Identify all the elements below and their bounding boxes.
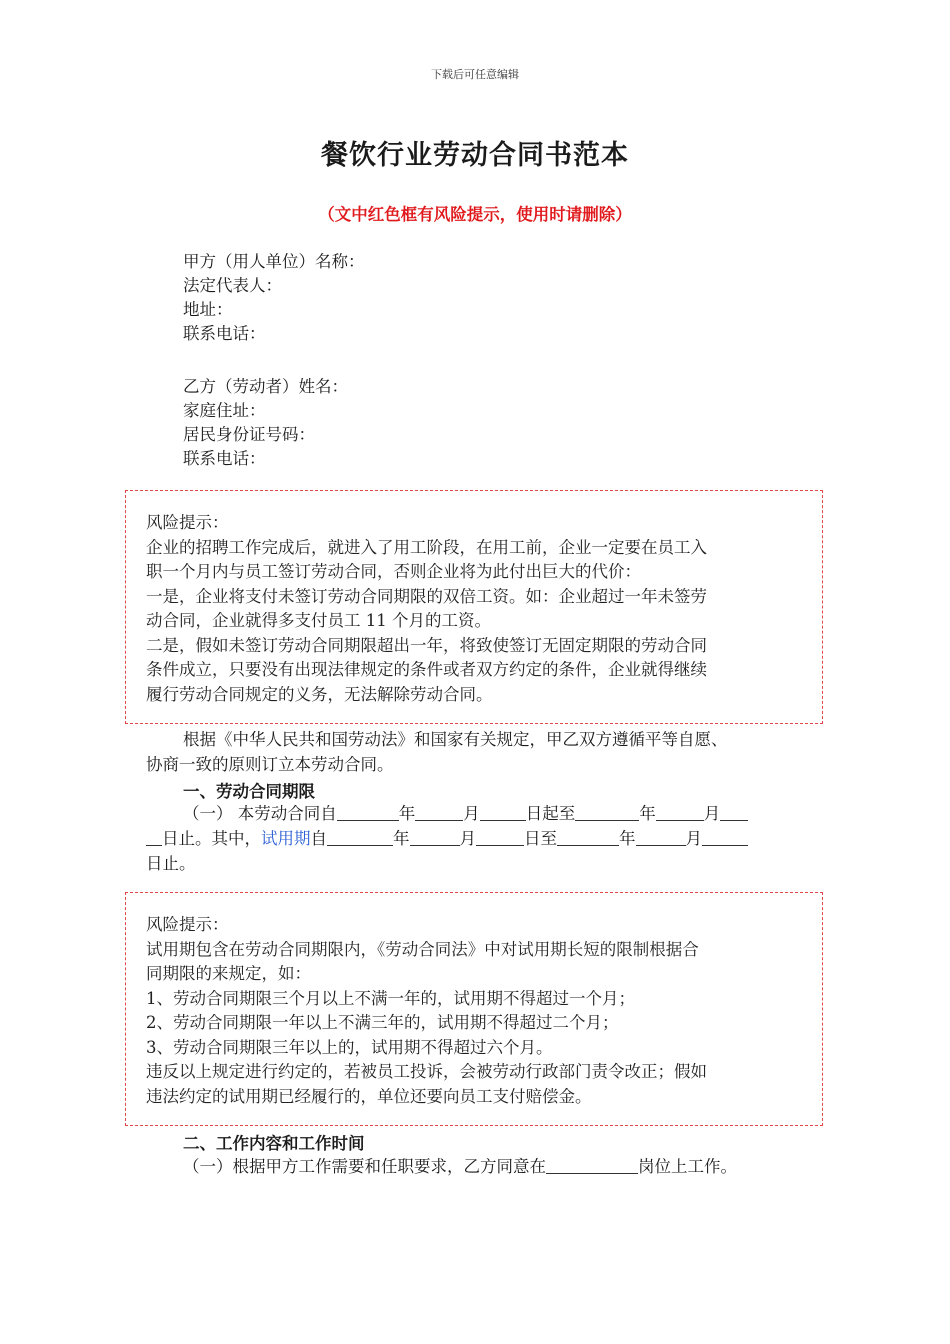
risk-line: 违反以上规定进行约定的，若被员工投诉，会被劳动行政部门责令改正；假如 (146, 1062, 707, 1081)
risk-line: 条件成立，只要没有出现法律规定的条件或者双方约定的条件，企业就得继续 (146, 660, 707, 679)
party-a-phone: 联系电话： (183, 324, 266, 343)
risk-line: 违法约定的试用期已经履行的，单位还要向员工支付赔偿金。 (146, 1086, 592, 1106)
party-b-block (183, 375, 348, 471)
term-clause-line-1 (183, 801, 748, 826)
party-a-rep: 法定代表人： (183, 276, 282, 295)
blank-day[interactable] (146, 829, 162, 846)
risk-line: 3、劳动合同期限三年以上的，试用期不得超过六个月。 (146, 1037, 553, 1057)
label-day-end: 日止。其中， (162, 829, 261, 848)
term-clause-line-2 (146, 826, 748, 851)
blank-day[interactable] (720, 804, 748, 821)
risk-line: 履行劳动合同规定的义务，无法解除劳动合同。 (146, 684, 493, 704)
clause-prefix: （一） 本劳动合同自 (183, 804, 337, 823)
clause-suffix: 岗位上工作。 (638, 1157, 737, 1176)
blank-position[interactable] (546, 1157, 638, 1174)
blank-day[interactable] (476, 829, 524, 846)
blank-year[interactable] (557, 829, 619, 846)
document-title: 餐饮行业劳动合同书范本 (321, 140, 629, 171)
party-b-name: 乙方（劳动者）姓名： (183, 377, 348, 396)
work-clause (183, 1154, 737, 1179)
label-month: 月 (463, 804, 480, 823)
party-b-phone: 联系电话： (183, 449, 266, 468)
blank-month[interactable] (415, 804, 463, 821)
risk-box-2 (125, 892, 823, 1126)
risk-heading: 风险提示： (146, 915, 229, 934)
label-from: 自 (310, 829, 327, 848)
intro-line-2: 协商一致的原则订立本劳动合同。 (146, 755, 394, 774)
document-subtitle: （文中红色框有风险提示，使用时请删除） (318, 205, 632, 224)
section-2-heading: 二、工作内容和工作时间 (183, 1134, 365, 1153)
label-year: 年 (639, 804, 656, 823)
section-1-heading: 一、劳动合同期限 (183, 782, 315, 801)
risk-line: 1、劳动合同期限三个月以上不满一年的，试用期不得超过一个月； (146, 988, 635, 1008)
party-b-id: 居民身份证号码： (183, 425, 315, 444)
risk-line: 职一个月内与员工签订劳动合同，否则企业将为此付出巨大的代价： (146, 562, 641, 581)
label-year: 年 (398, 804, 416, 823)
term-clause-line-3: 日止。 (146, 854, 196, 873)
risk-line: 2、劳动合同期限一年以上不满三年的，试用期不得超过二个月； (146, 1013, 619, 1032)
blank-day[interactable] (480, 804, 526, 821)
probation-link[interactable]: 试用期 (261, 829, 311, 848)
blank-year[interactable] (337, 804, 399, 821)
risk-line: 动合同，企业就得多支付员工 11 个月的工资。 (146, 611, 491, 630)
label-day-from: 日起至 (525, 804, 576, 823)
blank-month[interactable] (636, 829, 686, 846)
blank-month[interactable] (656, 804, 704, 821)
clause-prefix: （一）根据甲方工作需要和任职要求，乙方同意在 (183, 1157, 546, 1176)
intro-line-1: 根据《中华人民共和国劳动法》和国家有关规定，甲乙双方遵循平等自愿、 (183, 730, 728, 749)
party-a-block (183, 250, 365, 346)
label-to: 日至 (524, 829, 557, 848)
party-a-address: 地址： (183, 300, 233, 319)
risk-line: 企业的招聘工作完成后，就进入了用工阶段，在用工前，企业一定要在员工入 (146, 537, 707, 557)
blank-month[interactable] (410, 829, 460, 846)
party-b-home: 家庭住址： (183, 401, 266, 420)
label-month: 月 (459, 829, 476, 848)
blank-day[interactable] (702, 829, 748, 846)
label-month: 月 (685, 829, 702, 848)
label-month: 月 (703, 804, 721, 823)
risk-line: 同期限的来规定，如： (146, 964, 311, 983)
blank-year[interactable] (575, 804, 639, 821)
risk-box-1 (125, 490, 823, 724)
risk-line: 试用期包含在劳动合同期限内，《劳动合同法》中对试用期长短的限制根据合 (146, 939, 699, 959)
label-year: 年 (619, 829, 636, 848)
header-note: 下载后可任意编辑 (431, 68, 519, 81)
blank-year[interactable] (327, 829, 393, 846)
party-a-name: 甲方（用人单位）名称： (183, 252, 365, 271)
risk-line: 二是，假如未签订劳动合同期限超出一年，将致使签订无固定期限的劳动合同 (146, 635, 707, 655)
label-year: 年 (393, 829, 410, 848)
risk-line: 一是，企业将支付未签订劳动合同期限的双倍工资。如：企业超过一年未签劳 (146, 586, 707, 606)
risk-heading: 风险提示： (146, 513, 229, 532)
